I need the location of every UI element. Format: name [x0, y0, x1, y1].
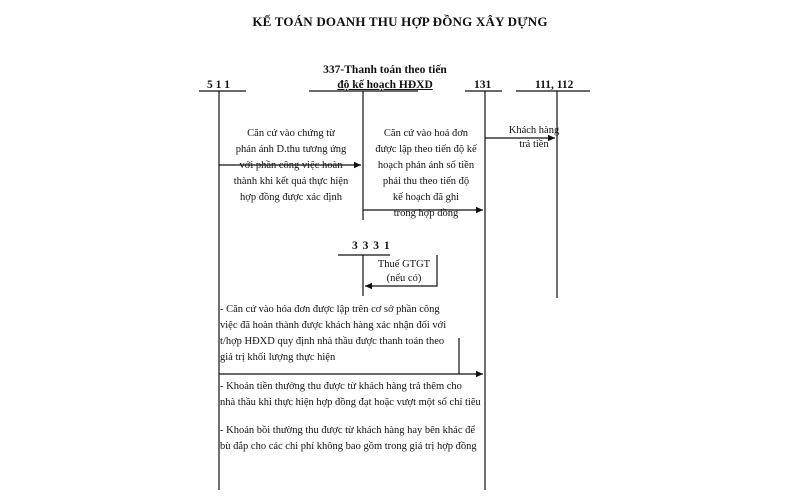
note-left-line: thành khi kết quả thực hiện	[233, 176, 349, 187]
note-middle-line: được lập theo tiến độ kế	[375, 144, 477, 155]
note-left-line: với phần công việc hoàn	[239, 160, 343, 171]
note-middle	[372, 126, 480, 222]
note-middle-line: hoạch phản ánh số tiền	[377, 160, 475, 171]
note-block-line: nhà thầu khi thực hiện hợp đồng đạt hoặc vượt một số chỉ tiêu	[220, 397, 481, 408]
note-vat	[374, 258, 434, 286]
note-block-line: - Khoản bồi thường thu được từ khách hàng hay bên khác để	[220, 425, 476, 436]
account-337-label-line2: độ kế hoạch HĐXD	[337, 79, 433, 91]
note-middle-line: trong hợp đồng	[393, 208, 459, 219]
note-block-line: - Căn cứ vào hóa đơn được lập trên cơ sở phần công	[220, 304, 440, 315]
account-131-label: 131	[474, 79, 492, 91]
note-right	[504, 124, 564, 152]
note-block-line: giá trị khối lượng thực hiện	[220, 352, 336, 363]
note-block-line: việc đã hoàn thành được khách hàng xác nhận đối với	[220, 320, 447, 331]
note-left	[226, 126, 356, 206]
note-block-compensation	[220, 423, 500, 455]
account-511-label: 5 1 1	[207, 79, 230, 91]
account-337-label-line1: 337-Thanh toán theo tiến	[323, 64, 447, 76]
note-left-line: phản ánh D.thu tương ứng	[235, 144, 347, 155]
note-middle-line: kế hoạch đã ghi	[392, 192, 460, 203]
account-337-label	[300, 63, 470, 93]
account-111-label: 111, 112	[535, 79, 574, 91]
note-right-line: Khách hàng	[508, 125, 560, 136]
note-vat-line: Thuế GTGT	[377, 259, 431, 270]
note-vat-line: (nếu có)	[386, 273, 422, 284]
note-block-invoice	[220, 302, 500, 366]
diagram-title: KẾ TOÁN DOANH THU HỢP ĐỒNG XÂY DỰNG	[252, 14, 548, 29]
note-left-line: Căn cứ vào chứng từ	[247, 128, 335, 139]
note-middle-line: Căn cứ vào hoá đơn	[383, 128, 469, 139]
note-right-line: trả tiền	[519, 139, 549, 150]
note-left-line: hợp đồng được xác định	[240, 192, 342, 203]
note-block-line: - Khoản tiền thưởng thu được từ khách hàng trả thêm cho	[220, 381, 462, 392]
note-middle-line: phải thu theo tiến độ	[382, 176, 470, 187]
note-block-line: t/hợp HĐXD quy định nhà thầu được thanh toán theo	[220, 336, 445, 347]
note-block-line: bù đắp cho các chi phí không bao gồm trong giá trị hợp đồng	[220, 441, 477, 452]
note-block-bonus	[220, 379, 500, 411]
account-3331-label: 3 3 3 1	[352, 240, 391, 252]
